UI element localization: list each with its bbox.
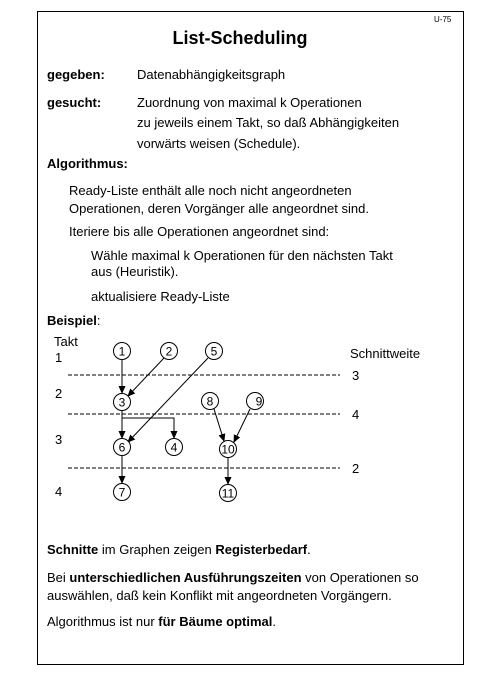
- gesucht-line-1: Zuordnung von maximal k Operationen: [137, 95, 362, 110]
- node-11-label: 11: [221, 486, 235, 501]
- gesucht-line-3: vorwärts weisen (Schedule).: [137, 136, 301, 151]
- takt-label: Takt: [54, 334, 78, 349]
- note-schnitte-bold: Schnitte: [47, 542, 99, 557]
- choose-line-1: Wähle maximal k Operationen für den nächsten Takt: [91, 248, 393, 263]
- page-title: List-Scheduling: [172, 28, 308, 48]
- ready-line-1: Ready-Liste enthält alle noch nicht angeordneten: [69, 183, 352, 198]
- takt-1: 1: [55, 350, 63, 365]
- note-schnitte: [47, 541, 311, 559]
- note-ausfuehrung-rest: von Operationen so: [301, 570, 419, 585]
- choose-line-2: aus (Heuristik).: [91, 264, 179, 279]
- takt-3: 3: [55, 432, 63, 447]
- iterate-line: Iteriere bis alle Operationen angeordnet sind:: [69, 224, 330, 239]
- edge-2-3: [128, 358, 164, 396]
- gesucht-line-2: zu jeweils einem Takt, so daß Abhängigkeiten: [137, 115, 400, 130]
- node-7-label: 7: [118, 485, 126, 500]
- ready-line-2: Operationen, deren Vorgänger alle angeordnet sind.: [69, 201, 369, 216]
- node-8-label: 8: [206, 394, 214, 409]
- takt-4: 4: [55, 484, 63, 499]
- gegeben-text: Datenabhängigkeitsgraph: [137, 67, 286, 82]
- note-ausfuehrung-line-2: auswählen, daß kein Konflikt mit angeordneten Vorgängern.: [47, 588, 392, 603]
- node-6-label: 6: [118, 440, 126, 455]
- node-9-label: 9: [255, 394, 263, 409]
- cut-value-1: 3: [352, 368, 360, 383]
- note-baeume: [47, 613, 276, 631]
- note-registerbedarf: Registerbedarf: [215, 542, 308, 557]
- note-bei: Bei: [47, 570, 70, 585]
- cut-value-2: 4: [352, 407, 360, 422]
- note-schnitte-end: .: [307, 542, 311, 557]
- takt-2: 2: [55, 386, 63, 401]
- node-5-label: 5: [210, 344, 218, 359]
- node-3-label: 3: [118, 395, 126, 410]
- update-line: aktualisiere Ready-Liste: [91, 289, 230, 304]
- gegeben-label: gegeben:: [47, 67, 105, 82]
- note-baeume-bold: für Bäume optimal: [158, 614, 273, 629]
- node-4-label: 4: [170, 440, 178, 455]
- note-baeume-text: Algorithmus ist nur: [47, 614, 159, 629]
- node-2-label: 2: [165, 344, 173, 359]
- note-ausfuehrungszeiten: unterschiedlichen Ausführungszeiten: [69, 570, 302, 585]
- schnittweite-label: Schnittweite: [350, 346, 421, 361]
- beispiel-label: Beispiel: [47, 313, 97, 328]
- gesucht-label: gesucht:: [47, 95, 102, 110]
- node-1-label: 1: [118, 344, 126, 359]
- beispiel-colon: :: [96, 313, 101, 328]
- note-baeume-end: .: [272, 614, 277, 629]
- cut-value-3: 2: [352, 461, 360, 476]
- edge-5-6: [128, 358, 208, 442]
- slide-id: U-75: [434, 15, 452, 24]
- algorithmus-heading: Algorithmus:: [47, 156, 128, 171]
- node-10-label: 10: [221, 442, 235, 457]
- note-ausfuehrung-line-1: [47, 569, 419, 587]
- note-schnitte-text: im Graphen zeigen: [98, 542, 216, 557]
